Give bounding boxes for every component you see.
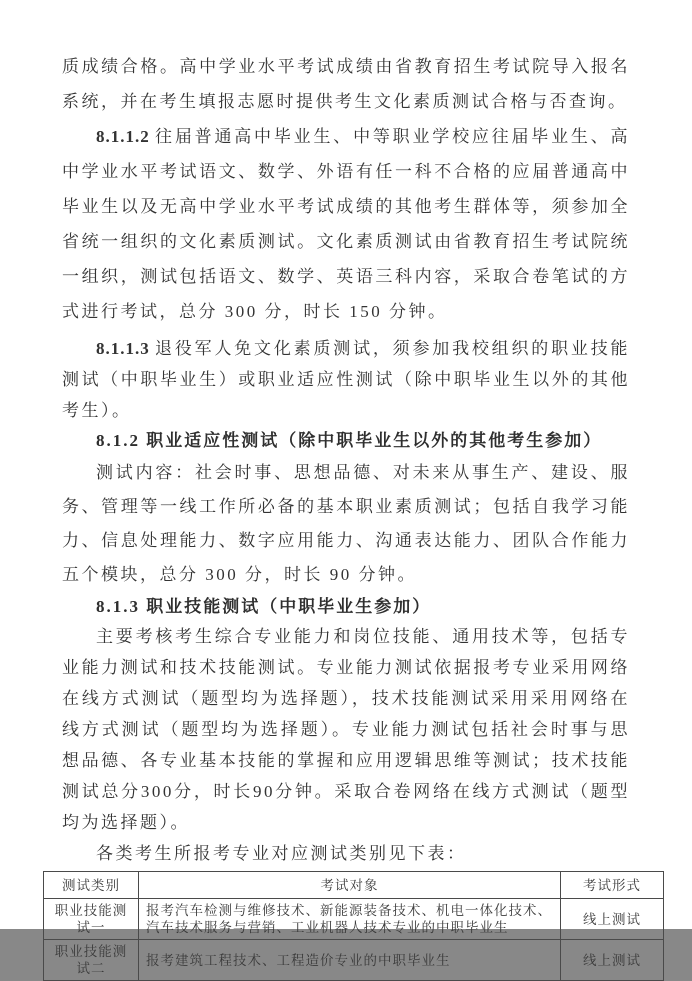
paragraph-table-intro: 各类考生所报考专业对应测试类别见下表：	[96, 844, 467, 863]
table-row	[44, 940, 664, 981]
paragraph-8112-text: 往届普通高中毕业生、中等职业学校应往届毕业生、高中学业水平考试语文、数学、外语有任一科不合格的应届普通高中毕业生以及无高中学业水平考试成绩的其他考生群体等，须参加全省统一组织的文化素质测试。文化素质测试由省教育招生考试院统一组织，测试包括语文、数学、英语三科内容，采取合卷笔试的方式进行考试，总分 300 分，时长 150 分钟。	[62, 127, 630, 321]
cell-category-1: 职业技能测试一	[44, 899, 139, 940]
cell-form-1: 线上测试	[561, 899, 664, 940]
header-exam-target: 考试对象	[139, 872, 561, 899]
header-exam-form: 考试形式	[561, 872, 664, 899]
cell-form-2: 线上测试	[561, 940, 664, 981]
section-number-8112: 8.1.1.2	[96, 127, 150, 146]
table-row	[44, 899, 664, 940]
table-header-row	[44, 872, 664, 899]
heading-812: 8.1.2 职业适应性测试（除中职毕业生以外的其他考生参加）	[96, 431, 603, 450]
paragraph-8112	[62, 119, 630, 329]
header-test-category: 测试类别	[44, 872, 139, 899]
test-category-table	[43, 871, 664, 981]
cell-category-2: 职业技能测试二	[44, 940, 139, 981]
paragraph-continuation: 质成绩合格。高中学业水平考试成绩由省教育招生考试院导入报名系统，并在考生填报志愿时提供考生文化素质测试合格与否查询。	[62, 57, 630, 111]
paragraph-skill-test: 主要考核考生综合专业能力和岗位技能、通用技术等，包括专业能力测试和技术技能测试。专业能力测试依据报考专业采用网络在线方式测试（题型均为选择题），技术技能测试采用采用网络在线方式测试（题型均为选择题）。专业能力测试包括社会时事与思想品德、各专业基本技能的掌握和应用逻辑思维等测试；技术技能测试总分300分，时长90分钟。采取合卷网络在线方式测试（题型均为选择题）。	[62, 627, 630, 832]
paragraph-aptitude-test: 测试内容：社会时事、思想品德、对未来从事生产、建设、服务、管理等一线工作所必备的基本职业素质测试；包括自我学习能力、信息处理能力、数字应用能力、沟通表达能力、团队合作能力五个模块，总分 300 分，时长 90 分钟。	[62, 463, 630, 584]
cell-target-1: 报考汽车检测与维修技术、新能源装备技术、机电一体化技术、汽车技术服务与营销、工业机器人技术专业的中职毕业生	[139, 899, 561, 940]
cell-target-2: 报考建筑工程技术、工程造价专业的中职毕业生	[139, 940, 561, 981]
section-number-8113: 8.1.1.3	[96, 339, 150, 358]
document-body	[54, 49, 641, 981]
heading-813: 8.1.3 职业技能测试（中职毕业生参加）	[96, 597, 432, 616]
paragraph-8113-text: 退役军人免文化素质测试，须参加我校组织的职业技能测试（中职毕业生）或职业适应性测试（除中职毕业生以外的其他考生）。	[62, 339, 630, 420]
paragraph-8113	[62, 333, 630, 426]
